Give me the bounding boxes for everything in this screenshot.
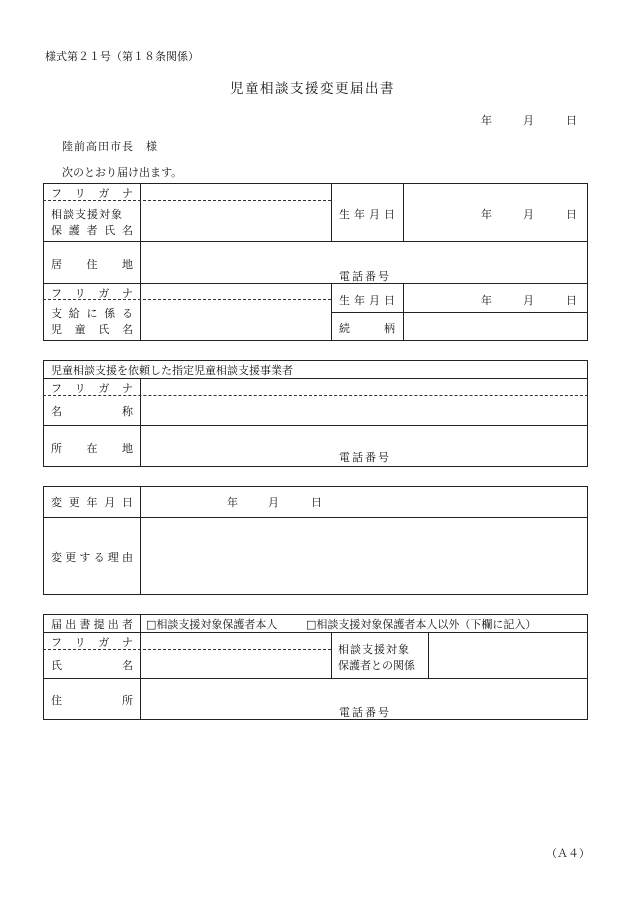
relation-field[interactable] [429, 633, 587, 677]
child-name-field[interactable] [141, 300, 330, 340]
page-title: 児童相談支援変更届出書 [230, 81, 395, 97]
provider-phone-label: 電話番号 [339, 451, 391, 464]
date-day: 日 [566, 114, 577, 127]
birth-day-2: 日 [566, 294, 577, 307]
submitter-label: 届 出 書 提 出 者 [51, 618, 133, 631]
change-reason-label: 変 更 す る 理 由 [51, 551, 133, 564]
provider-name-label: 名 称 [51, 405, 133, 418]
submitter-name-label: 氏 名 [51, 659, 133, 672]
birthdate-label-2: 生 年 月 日 [339, 294, 395, 307]
submitter-address-field[interactable] [141, 679, 587, 719]
birth-year-1: 年 [481, 208, 492, 221]
child-name-label-line1: 支 給 に 係 る [51, 307, 133, 320]
submitter-furigana-field[interactable] [141, 633, 330, 648]
option-self-checkbox[interactable]: □相談支援対象保護者本人 [146, 618, 278, 631]
furigana-label-1: フ リ ガ ナ [51, 187, 133, 200]
furigana-label-2: フ リ ガ ナ [51, 287, 133, 300]
change-day: 日 [311, 496, 322, 509]
child-birthdate-field[interactable] [404, 284, 587, 312]
guardian-name-label-line2: 保 護 者 氏 名 [51, 224, 133, 237]
birth-month-1: 月 [523, 208, 534, 221]
provider-location-label: 所 在 地 [51, 442, 133, 455]
guardian-birthdate-field[interactable] [404, 184, 587, 240]
relationship-label: 続 柄 [339, 322, 395, 335]
change-reason-field[interactable] [141, 518, 587, 594]
guardian-name-label-line1: 相談支援対象 [51, 208, 123, 221]
submitter-address-label: 住 所 [51, 694, 133, 707]
change-year: 年 [227, 496, 238, 509]
birthdate-label-1: 生 年 月 日 [339, 208, 395, 221]
birth-year-2: 年 [481, 294, 492, 307]
address-field[interactable] [141, 242, 587, 282]
change-month: 月 [268, 496, 279, 509]
guardian-furigana-field[interactable] [141, 184, 330, 200]
intro-text: 次のとおり届け出ます。 [62, 166, 183, 179]
paper-size-label: （Ａ４） [546, 847, 590, 860]
birth-day-1: 日 [566, 208, 577, 221]
date-year: 年 [481, 114, 492, 127]
provider-furigana-label: フ リ ガ ナ [51, 382, 133, 395]
submitter-name-field[interactable] [141, 650, 330, 677]
change-date-label: 変 更 年 月 日 [51, 496, 133, 509]
guardian-name-field[interactable] [141, 201, 330, 240]
submitter-phone-label: 電話番号 [339, 706, 391, 719]
provider-header: 児童相談支援を依頼した指定児童相談支援事業者 [51, 364, 293, 377]
birth-month-2: 月 [523, 294, 534, 307]
child-furigana-field[interactable] [141, 284, 330, 299]
form-number: 様式第２１号（第１８条関係） [45, 50, 199, 63]
child-name-label-line2: 児 童 氏 名 [51, 323, 133, 336]
date-month: 月 [523, 114, 534, 127]
option-other-checkbox[interactable]: □相談支援対象保護者本人以外（下欄に記入） [306, 618, 537, 631]
address-label: 居 住 地 [51, 258, 133, 271]
provider-location-field[interactable] [141, 426, 587, 466]
relation-label-line2: 保護者との関係 [338, 659, 415, 672]
relation-label-line1: 相談支援対象 [338, 643, 410, 656]
phone-label-1: 電話番号 [339, 270, 391, 283]
change-date-field[interactable] [141, 487, 587, 516]
provider-name-field[interactable] [141, 396, 587, 424]
provider-furigana-field[interactable] [141, 379, 587, 394]
addressee: 陸前高田市長 様 [62, 140, 158, 153]
submitter-furigana-label: フ リ ガ ナ [51, 636, 133, 649]
relationship-field[interactable] [404, 313, 587, 340]
